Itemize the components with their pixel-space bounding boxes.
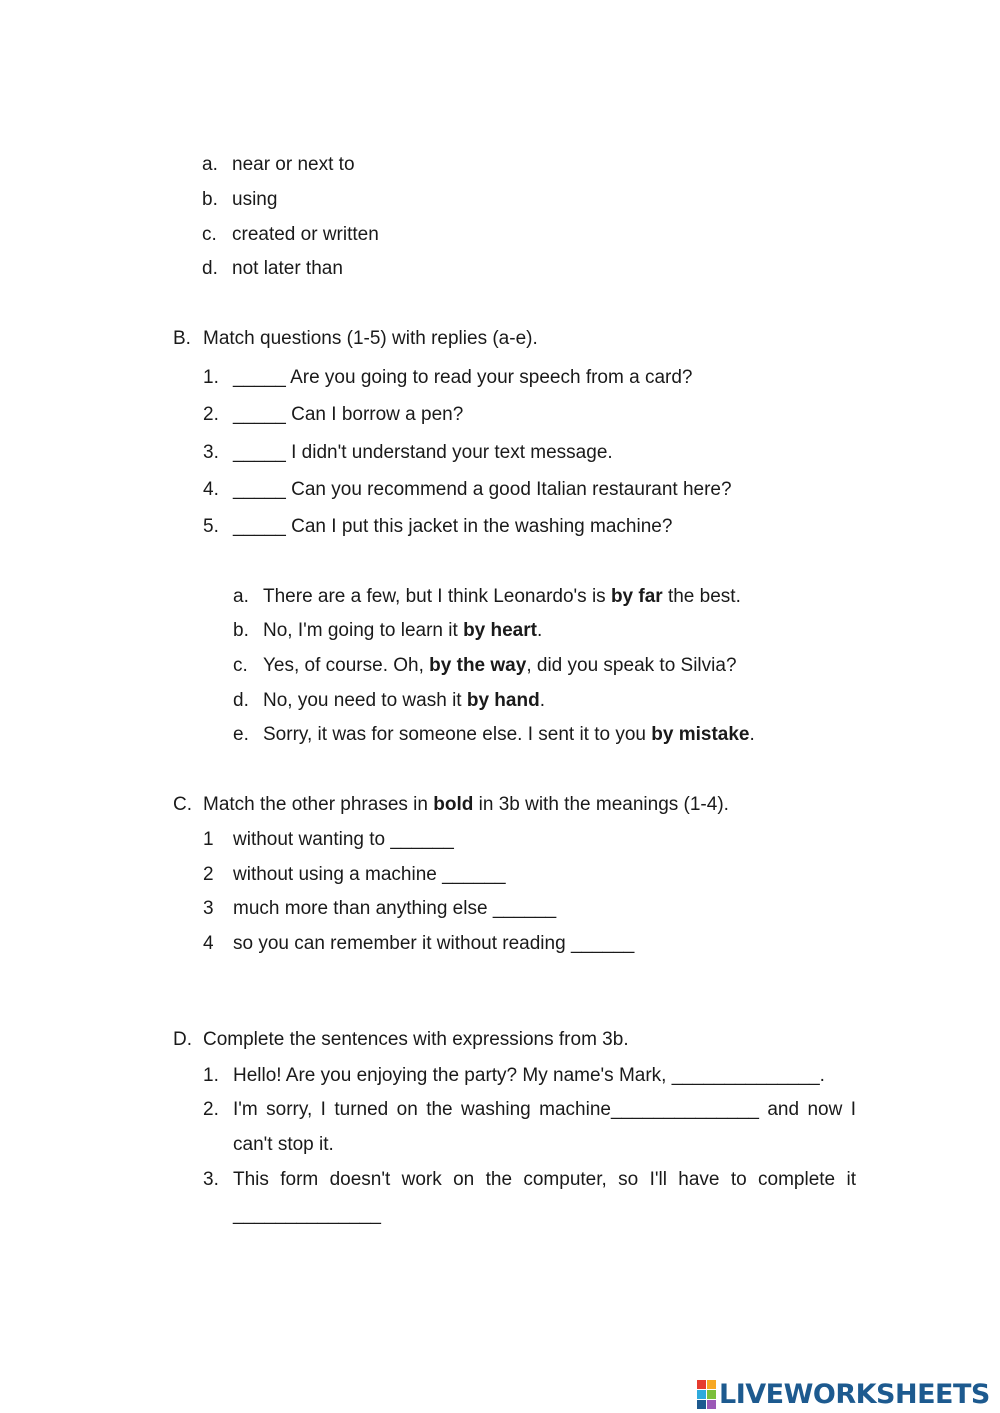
question-text: I didn't understand your text message. <box>291 442 613 463</box>
reply-text-end: . <box>536 620 543 641</box>
sentence-start: This form doesn't work on the computer, so I'll have to complete it <box>233 1169 856 1190</box>
reply-text-end: . <box>749 724 755 745</box>
answer-blank[interactable]: _____ <box>233 442 286 463</box>
item-marker: 3 <box>203 898 214 919</box>
bold-phrase: by mistake <box>651 724 750 745</box>
item-text: near or next to <box>232 154 355 175</box>
section-marker: C. <box>173 794 192 815</box>
answer-blank[interactable]: ______ <box>390 829 454 850</box>
answer-blank[interactable]: ______________ <box>233 1204 381 1225</box>
answer-blank[interactable]: ______________ <box>671 1065 820 1086</box>
item-marker: b. <box>202 189 218 210</box>
item-marker: 2 <box>203 864 214 885</box>
sentence-text <box>233 1058 856 1093</box>
bold-word: bold <box>433 794 474 815</box>
item-marker: 3. <box>203 442 219 463</box>
item-marker: 4. <box>203 479 219 500</box>
answer-blank[interactable]: _____ <box>233 479 286 500</box>
item-marker: a. <box>233 586 249 607</box>
sentence-end: . <box>819 1065 825 1086</box>
question-text: Can I put this jacket in the washing machine? <box>291 516 673 537</box>
liveworksheets-logo <box>697 1378 990 1410</box>
question-text: Are you going to read your speech from a card? <box>290 367 693 388</box>
question-text: Can you recommend a good Italian restaurant here? <box>291 479 732 500</box>
bold-phrase: by the way <box>429 655 527 676</box>
reply-text-end: , did you speak to Silvia? <box>526 655 737 676</box>
section-title: Complete the sentences with expressions from 3b. <box>203 1029 629 1050</box>
item-marker: 1. <box>203 367 219 388</box>
sentence-start: Hello! Are you enjoying the party? My name's Mark, <box>233 1065 667 1086</box>
item-marker: 5. <box>203 516 219 537</box>
item-marker: 1 <box>203 829 214 850</box>
reply-text: Sorry, it was for someone else. I sent it to you <box>263 724 652 745</box>
item-marker: 1. <box>203 1065 219 1086</box>
answer-blank[interactable]: ______________ <box>610 1099 759 1120</box>
logo-icon <box>697 1380 716 1409</box>
reply-text: No, you need to wash it <box>263 690 467 711</box>
item-marker: c. <box>233 655 248 676</box>
question-text: Can I borrow a pen? <box>291 404 464 425</box>
reply-text-end: the best. <box>662 586 741 607</box>
item-text: not later than <box>232 258 343 279</box>
item-marker: b. <box>233 620 249 641</box>
answer-blank[interactable]: ______ <box>570 933 635 954</box>
section-marker: B. <box>173 328 191 349</box>
item-marker: 4 <box>203 933 214 954</box>
sentence-text <box>233 1092 856 1162</box>
sentence-text <box>233 1162 856 1232</box>
item-text: created or written <box>232 224 379 245</box>
meaning-text: so you can remember it without reading <box>233 933 566 954</box>
answer-blank[interactable]: _____ <box>233 404 286 425</box>
item-text: using <box>232 189 278 210</box>
item-marker: a. <box>202 154 218 175</box>
answer-blank[interactable]: _____ <box>233 516 286 537</box>
section-title: Match questions (1-5) with replies (a-e). <box>203 328 538 349</box>
item-marker: c. <box>202 224 217 245</box>
item-marker: 3. <box>203 1169 219 1190</box>
section-marker: D. <box>173 1029 192 1050</box>
item-marker: d. <box>233 690 249 711</box>
bold-phrase: by heart <box>463 620 537 641</box>
item-marker: d. <box>202 258 218 279</box>
section-title-end: in 3b with the meanings (1-4). <box>473 794 729 815</box>
meaning-text: without wanting to <box>233 829 386 850</box>
bold-phrase: by hand <box>466 690 540 711</box>
reply-text: Yes, of course. Oh, <box>263 655 430 676</box>
answer-blank[interactable]: ______ <box>442 864 506 885</box>
logo-text: LIVEWORKSHEETS <box>719 1378 990 1410</box>
sentence-end: and now I can't stop it. <box>233 1099 857 1155</box>
section-title: Match the other phrases in <box>203 794 434 815</box>
meaning-text: without using a machine <box>233 864 437 885</box>
answer-blank[interactable]: _____ <box>233 367 286 388</box>
item-marker: 2. <box>203 404 219 425</box>
reply-text: There are a few, but I think Leonardo's is <box>263 586 611 607</box>
reply-text: No, I'm going to learn it <box>263 620 464 641</box>
bold-phrase: by far <box>610 586 663 607</box>
item-marker: 2. <box>203 1099 219 1120</box>
reply-text-end: . <box>539 690 545 711</box>
item-marker: e. <box>233 724 249 745</box>
answer-blank[interactable]: ______ <box>492 898 557 919</box>
meaning-text: much more than anything else <box>233 898 488 919</box>
sentence-start: I'm sorry, I turned on the washing machine <box>233 1099 611 1120</box>
